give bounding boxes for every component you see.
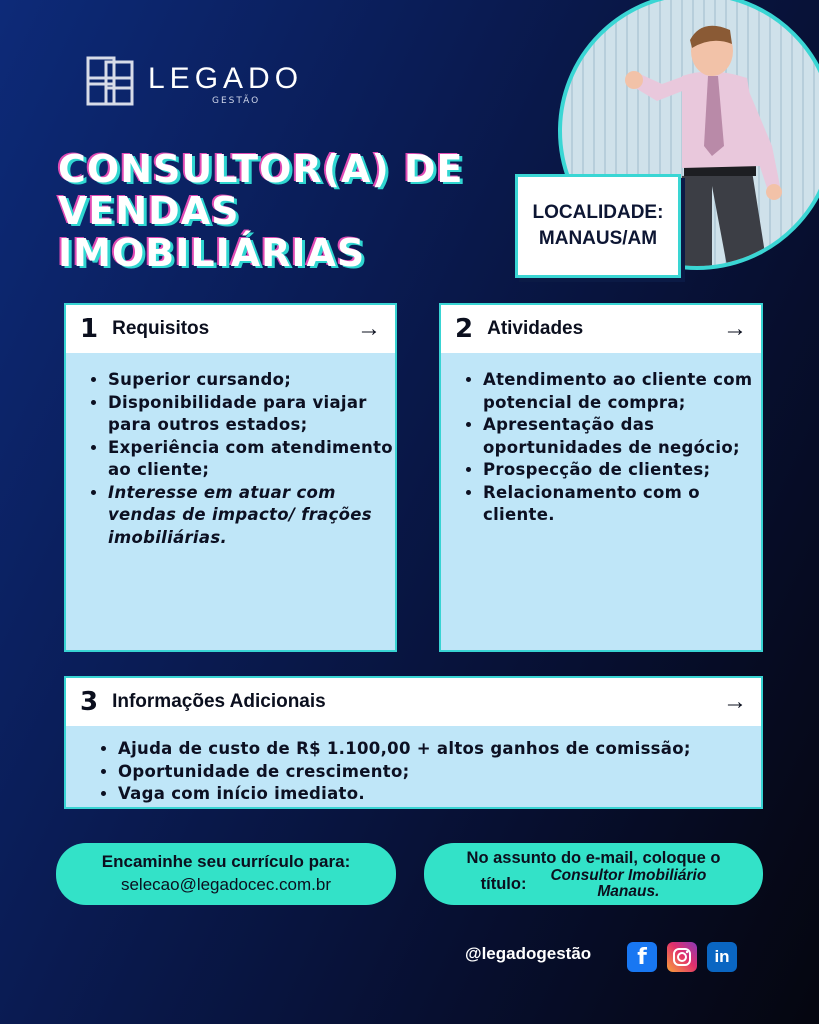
card-title: Atividades xyxy=(487,318,584,339)
facebook-icon[interactable] xyxy=(627,942,657,972)
list-item: • Apresentação das oportunidades de negócio; xyxy=(483,414,763,459)
card-atividades xyxy=(439,303,763,652)
card-number: 3 xyxy=(80,687,99,717)
subject-row xyxy=(424,868,763,900)
atividades-list xyxy=(441,369,763,527)
location-label: LOCALIDADE: xyxy=(532,202,664,223)
card-number: 2 xyxy=(455,314,474,344)
title-line-2: VENDAS xyxy=(58,189,240,233)
arrow-right-icon[interactable]: → xyxy=(357,315,381,342)
list-item: • Disponibilidade para viajar para outros estados; xyxy=(108,392,398,437)
card-number: 1 xyxy=(80,314,99,344)
location-value: MANAUS/AM xyxy=(538,228,658,249)
list-item: • Relacionamento com o cliente. xyxy=(483,482,763,527)
send-cv-pill xyxy=(56,843,396,905)
page-title xyxy=(58,148,518,274)
title-line-1: CONSULTOR(A) DE xyxy=(58,147,464,191)
send-label: Encaminhe seu currículo para: xyxy=(101,852,351,871)
card-header xyxy=(66,678,761,726)
list-item: • Oportunidade de crescimento; xyxy=(118,761,768,784)
card-informacoes-adicionais xyxy=(64,676,763,809)
subject-instruction: No assunto do e-mail, coloque o xyxy=(466,849,721,867)
facebook-glyph: f xyxy=(637,944,647,970)
email-link[interactable]: selecao@legadocec.com.br xyxy=(120,875,332,894)
subject-title-line-2: Manaus. xyxy=(597,883,660,900)
brand-subtitle: GESTÃO xyxy=(212,96,261,106)
instagram-glyph-icon xyxy=(672,947,692,967)
location-box xyxy=(515,174,681,278)
arrow-right-icon[interactable]: → xyxy=(723,315,747,342)
legado-logo-icon xyxy=(86,56,134,106)
card-header xyxy=(441,305,761,353)
informacoes-list xyxy=(66,738,768,806)
list-item: • Ajuda de custo de R$ 1.100,00 + altos ganhos de comissão; xyxy=(118,738,768,761)
brand-name: LEGADO xyxy=(148,62,304,95)
linkedin-glyph: in xyxy=(714,947,730,966)
linkedin-icon[interactable] xyxy=(707,942,737,972)
card-header xyxy=(66,305,395,353)
list-item: • Vaga com início imediato. xyxy=(118,783,768,806)
arrow-right-icon[interactable]: → xyxy=(723,688,747,715)
subject-title-line-1: Consultor Imobiliário xyxy=(550,867,707,884)
list-item: • Superior cursando; xyxy=(108,369,398,392)
email-subject-pill xyxy=(424,843,763,905)
card-title: Informações Adicionais xyxy=(112,691,326,712)
list-item: • Interesse em atuar com vendas de impacto/ frações imobiliárias. xyxy=(108,482,398,550)
card-requisitos xyxy=(64,303,397,652)
list-item: • Experiência com atendimento ao cliente; xyxy=(108,437,398,482)
subject-prefix: título: xyxy=(480,875,527,893)
subject-title xyxy=(550,868,706,900)
card-title: Requisitos xyxy=(112,318,210,339)
instagram-icon[interactable] xyxy=(667,942,697,972)
social-handle[interactable]: @legadogestão xyxy=(465,944,592,963)
requisitos-list xyxy=(66,369,398,549)
title-line-3: IMOBILIÁRIAS xyxy=(58,231,366,275)
list-item: • Atendimento ao cliente com potencial de compra; xyxy=(483,369,763,414)
list-item: • Prospecção de clientes; xyxy=(483,459,763,482)
